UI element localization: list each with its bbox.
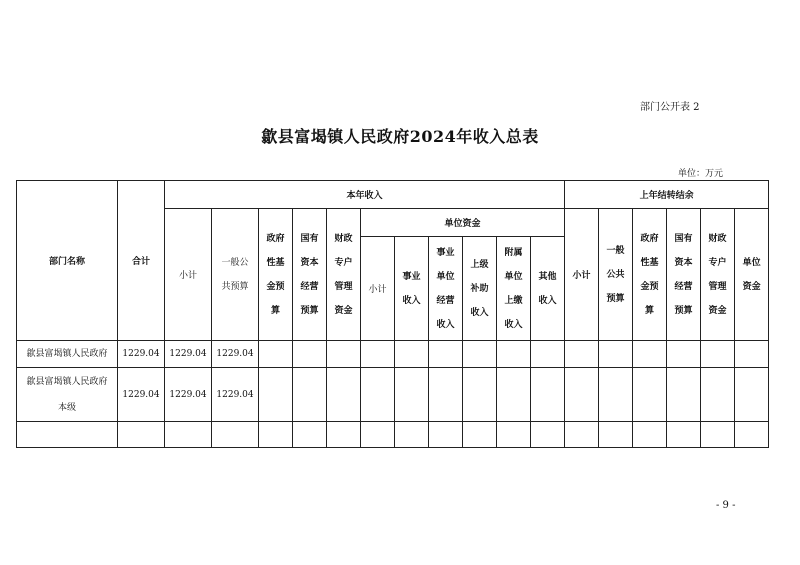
table-row-empty: [17, 422, 769, 448]
empty-cell: [463, 422, 497, 448]
header-prior-balance: 上年结转结余: [565, 181, 769, 209]
empty-cell: [701, 368, 735, 422]
empty-cell: [497, 422, 531, 448]
empty-cell: [361, 341, 395, 368]
empty-cell: [259, 341, 293, 368]
header-business-income: 事业 收入: [395, 237, 429, 341]
empty-cell: [165, 422, 212, 448]
header-dept-name: 部门名称: [17, 181, 118, 341]
empty-cell: [531, 368, 565, 422]
empty-cell: [327, 368, 361, 422]
empty-cell: [633, 368, 667, 422]
empty-cell: [463, 341, 497, 368]
empty-cell: [633, 422, 667, 448]
empty-cell: [599, 422, 633, 448]
empty-cell: [599, 341, 633, 368]
empty-cell: [565, 341, 599, 368]
empty-cell: [429, 368, 463, 422]
header-prior-state-capital: 国有 资本 经营 预算: [667, 209, 701, 341]
empty-cell: [735, 422, 769, 448]
header-superior-subsidy: 上级 补助 收入: [463, 237, 497, 341]
header-state-capital: 国有 资本 经营 预算: [293, 209, 327, 341]
empty-cell: [565, 368, 599, 422]
header-subtotal: 小计: [165, 209, 212, 341]
header-unit-subtotal: 小计: [361, 237, 395, 341]
empty-cell: [395, 422, 429, 448]
income-summary-table: [16, 180, 769, 448]
empty-cell: [531, 422, 565, 448]
empty-cell: [497, 341, 531, 368]
empty-cell: [735, 368, 769, 422]
row-dept-name: 歙县富堨镇人民政府: [17, 341, 118, 368]
row-general-public: 1229.04: [212, 368, 259, 422]
unit-label: 单位：万元: [678, 169, 724, 179]
empty-cell: [667, 422, 701, 448]
header-prior-unit-funds: 单位 资金: [735, 209, 769, 341]
empty-cell: [361, 368, 395, 422]
empty-cell: [667, 341, 701, 368]
row-dept-name: [17, 368, 118, 422]
empty-cell: [293, 368, 327, 422]
row-subtotal: 1229.04: [165, 368, 212, 422]
header-current-income: 本年收入: [165, 181, 565, 209]
header-prior-gov-fund: 政府 性基 金预 算: [633, 209, 667, 341]
empty-cell: [463, 368, 497, 422]
header-total: 合计: [118, 181, 165, 341]
page-label: 部门公开表 2: [640, 102, 700, 113]
header-prior-fiscal-special: 财政 专户 管理 资金: [701, 209, 735, 341]
empty-cell: [667, 368, 701, 422]
header-affiliated-income: 附属 单位 上缴 收入: [497, 237, 531, 341]
header-general-public: 一般公 共预算: [212, 209, 259, 341]
table-row: [17, 368, 769, 422]
row-dept-name-line1: 歙县富堨镇人民政府: [26, 376, 108, 387]
empty-cell: [118, 422, 165, 448]
row-total: 1229.04: [118, 368, 165, 422]
empty-cell: [212, 422, 259, 448]
empty-cell: [327, 422, 361, 448]
header-unit-funds: 单位资金: [361, 209, 565, 237]
header-business-unit-income: 事业 单位 经营 收入: [429, 237, 463, 341]
empty-cell: [531, 341, 565, 368]
empty-cell: [429, 422, 463, 448]
empty-cell: [735, 341, 769, 368]
empty-cell: [327, 341, 361, 368]
page-number: - 9 -: [716, 500, 736, 511]
row-general-public: 1229.04: [212, 341, 259, 368]
row-subtotal: 1229.04: [165, 341, 212, 368]
empty-cell: [361, 422, 395, 448]
empty-cell: [497, 368, 531, 422]
empty-cell: [701, 341, 735, 368]
empty-cell: [633, 341, 667, 368]
table-row: [17, 341, 769, 368]
header-other-income: 其他 收入: [531, 237, 565, 341]
empty-cell: [395, 341, 429, 368]
header-gov-fund: 政府 性基 金预 算: [259, 209, 293, 341]
empty-cell: [293, 422, 327, 448]
empty-cell: [701, 422, 735, 448]
empty-cell: [395, 368, 429, 422]
header-prior-general-public: 一般 公共 预算: [599, 209, 633, 341]
row-total: 1229.04: [118, 341, 165, 368]
header-fiscal-special: 财政 专户 管理 资金: [327, 209, 361, 341]
empty-cell: [259, 368, 293, 422]
page-title: 歙县富堨镇人民政府2024年收入总表: [261, 127, 539, 146]
empty-cell: [565, 422, 599, 448]
empty-cell: [17, 422, 118, 448]
empty-cell: [599, 368, 633, 422]
empty-cell: [429, 341, 463, 368]
header-prior-subtotal: 小计: [565, 209, 599, 341]
row-dept-name-line2: 本级: [57, 402, 76, 413]
empty-cell: [293, 341, 327, 368]
empty-cell: [259, 422, 293, 448]
